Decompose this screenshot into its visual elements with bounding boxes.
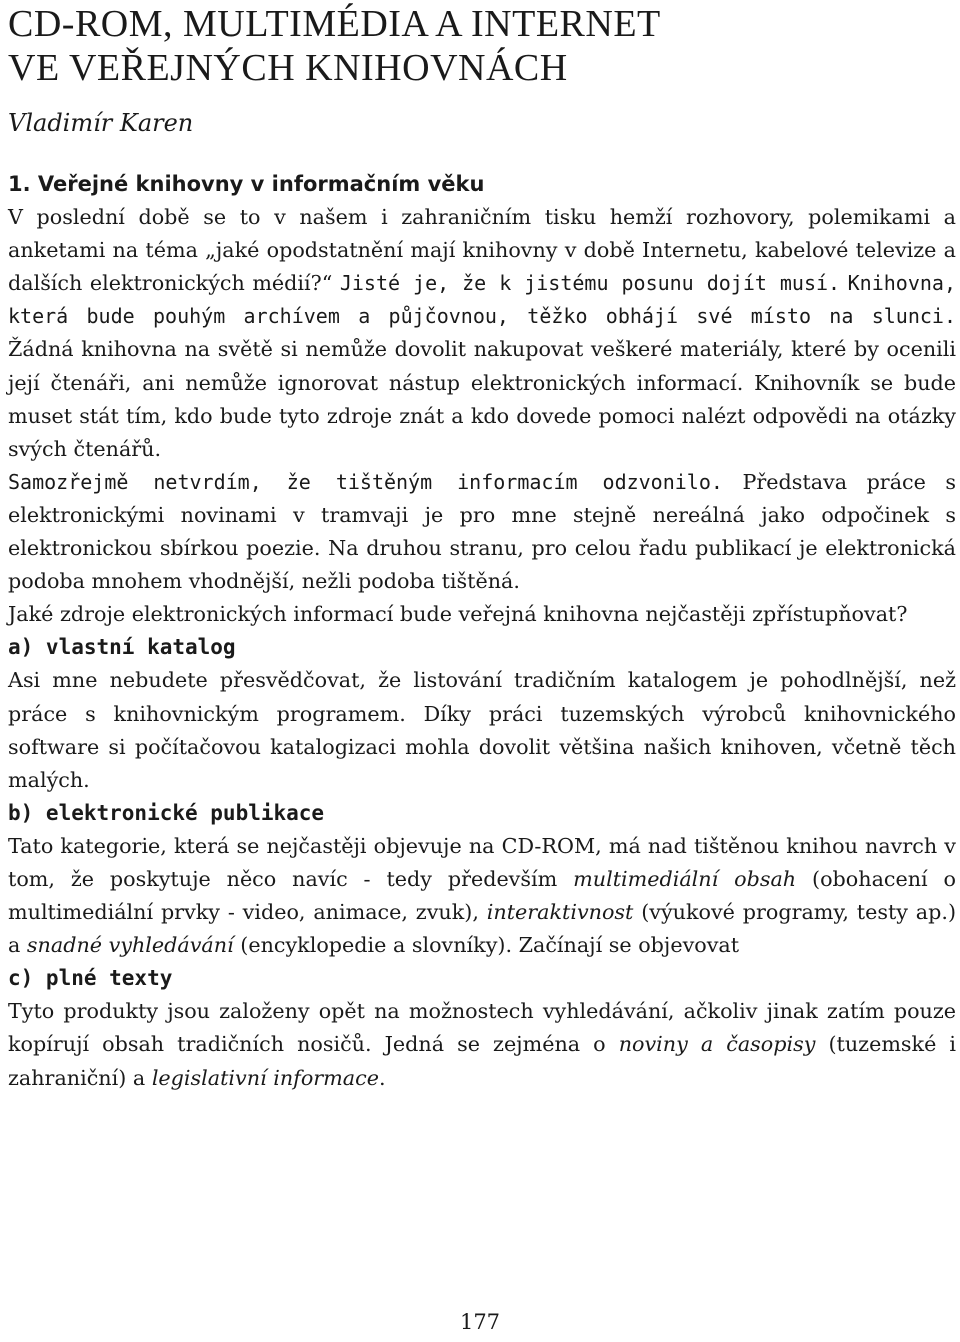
author: Vladimír Karen <box>8 109 194 137</box>
title-line-1: CD-ROM, MULTIMÉDIA A INTERNET <box>8 3 661 45</box>
paragraph-3: Jaké zdroje elektronických informací bude veřejná knihovna nejčastěji zpřístupňovat? <box>8 602 908 627</box>
paragraph-1-part-d: Žádná knihovna na světě si nemůže dovolit nakupovat veškeré materiály, které by ocenili její čtenáři, ani nemůže ignorovat nástup elektronických informací. Knihovník se bude muset stát tím, kdo bude tyto zdroje znát a kdo dovede pomoci nalézt odpovědi na otázky svých čtenářů. <box>8 337 956 461</box>
paragraph-5 <box>8 830 956 962</box>
paragraph-1 <box>8 201 956 466</box>
paragraph-6-part-a: Tyto produkty jsou založeny opět na možnostech vyhledávání, ačkoliv jinak zatím pouze kopírují obsah tradičních nosičů. Jedná se zejména o <box>8 999 956 1057</box>
emphasis-interactivity: interaktivnost <box>486 900 634 925</box>
subheading-c: c) plné texty <box>8 966 173 991</box>
emphasis-legislation: legislativní informace <box>151 1065 379 1090</box>
paragraph-6 <box>8 995 956 1094</box>
paragraph-1-part-c: Knihovna, která bude pouhým archívem a půjčovnou, těžko obhájí své místo na slunci. <box>8 271 956 329</box>
paragraph-6-end: . <box>378 1065 386 1090</box>
section-heading: 1. Veřejné knihovny v informačním věku <box>8 172 485 196</box>
emphasis-multimedia: multimediální obsah <box>573 866 797 891</box>
emphasis-periodicals: noviny a časopisy <box>618 1032 816 1057</box>
subheading-a: a) vlastní katalog <box>8 635 236 660</box>
article-body <box>8 168 956 1095</box>
subheading-b: b) elektronické publikace <box>8 800 325 825</box>
paragraph-2-part-a: Samozřejmě netvrdím, že tištěným informacím odzvonilo. <box>8 469 723 494</box>
paragraph-5-part-b: (obohacení o multimediální prvky - video, animace, zvuk), <box>8 866 957 925</box>
title-line-2: VE VEŘEJNÝCH KNIHOVNÁCH <box>8 47 568 89</box>
emphasis-search: snadné vyhledávání <box>26 933 234 958</box>
paragraph-5-part-a: Tato kategorie, která se nejčastěji objevuje na CD-ROM, má nad tištěnou knihou navrch v tom, že poskytuje něco navíc - tedy především <box>8 833 956 891</box>
paragraph-1-part-a: V poslední době se to v našem i zahraničním tisku hemží rozhovory, polemikami a anketami na téma „jaké opodstatnění mají knihovny v době Internetu, kabelové televize a dalších elektronických médií?“ <box>8 205 956 296</box>
article-title <box>8 2 661 90</box>
paragraph-2-part-b: Představa práce s elektronickými novinami v tramvaji je pro mne stejně nereálná jako odpočinek s elektronickou sbírkou poezie. Na druhou stranu, pro celou řadu publikací je elektronická podoba mnohem vhodnější, nežli podoba tištěná. <box>8 469 956 594</box>
paragraph-1-part-b: Jisté je, že k jistému posunu dojít musí. <box>339 271 841 296</box>
paragraph-4: Asi mne nebudete přesvědčovat, že listování tradičním katalogem je pohodlnější, než práce s knihovnickým programem. Díky práci tuzemských výrobců knihovnického software si počítačovou katalogizaci mohla dovolit většina našich knihoven, včetně těch malých. <box>8 668 956 792</box>
paragraph-6-part-b: (tuzemské i zahraniční) a <box>8 1032 957 1090</box>
paragraph-5-part-c: (výukové programy, testy ap.) a <box>8 900 957 958</box>
paragraph-5-part-d: (encyklopedie a slovníky). Začínají se objevovat <box>240 933 740 958</box>
paragraph-2 <box>8 466 956 598</box>
page-number: 177 <box>459 1310 501 1334</box>
